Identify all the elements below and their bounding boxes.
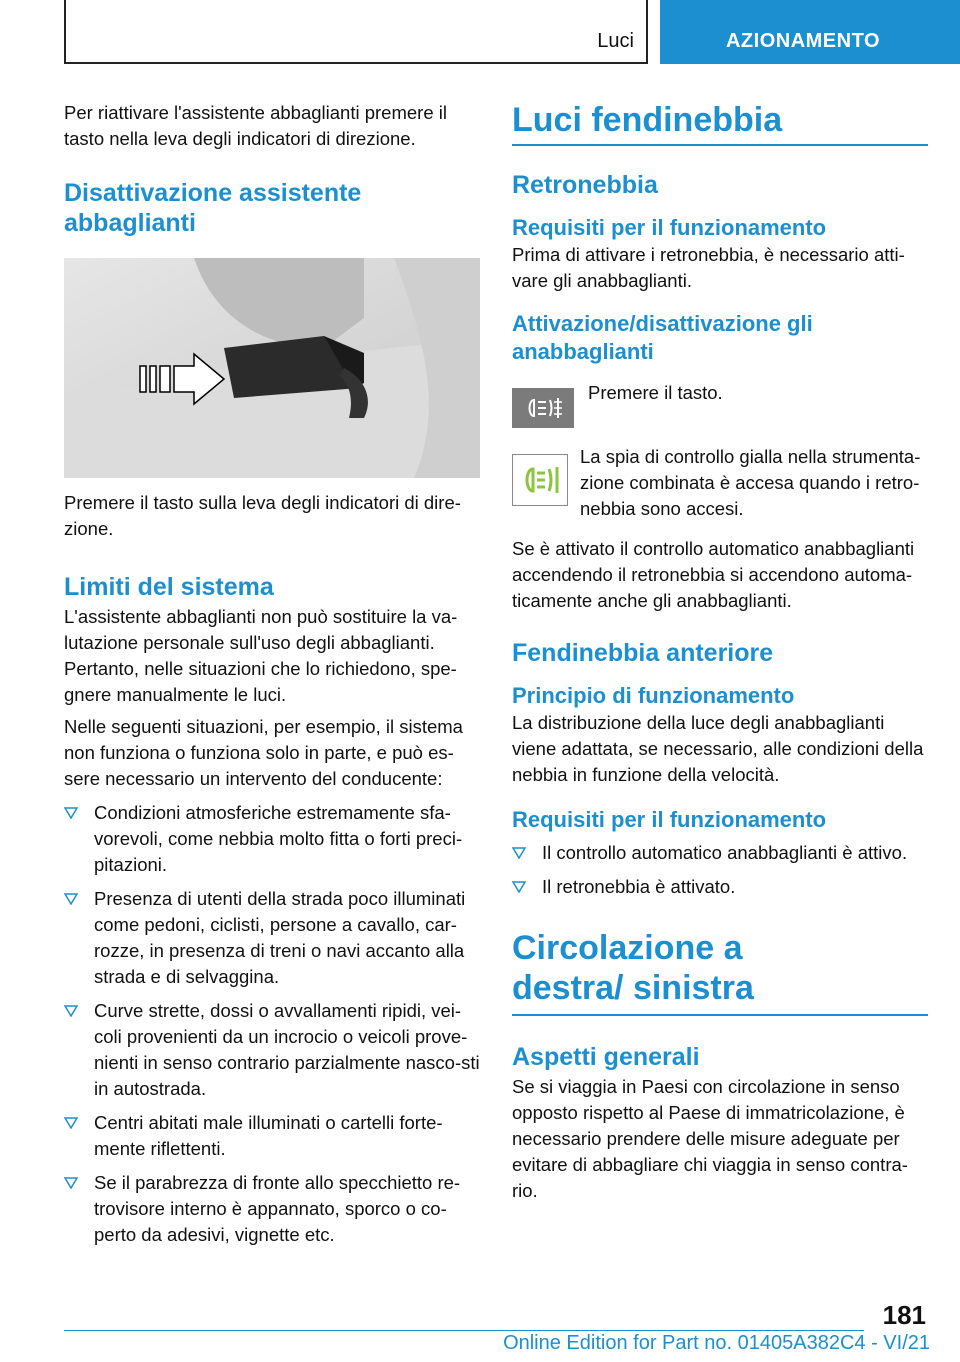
right-column: [512, 100, 928, 1204]
bullet-text: Centri abitati male illuminati o cartelli forte-mente riflettenti.: [94, 1112, 443, 1159]
principle-paragraph: La distribuzione della luce degli anabbaglianti viene adattata, se necessario, alle condizioni della nebbia in funzione della velocità.: [512, 712, 924, 785]
bullet-triangle-icon: [64, 893, 78, 905]
heading-front-fog: Fendinebbia anteriore: [512, 639, 774, 667]
bullet-triangle-icon: [512, 881, 526, 893]
fog-indicator-icon: [512, 454, 568, 506]
heading-rear-fog: Retronebbia: [512, 171, 658, 199]
intro-paragraph: Per riattivare l'assistente abbaglianti premere il tasto nella leva degli indicatori di direzione.: [64, 102, 447, 149]
list-item: [512, 874, 928, 900]
heading-requirements-1: Requisiti per il funzionamento: [512, 215, 827, 240]
list-item: [64, 998, 480, 1102]
bullet-text: Il retronebbia è attivato.: [542, 876, 736, 897]
indicator-row: [512, 444, 928, 522]
bullet-triangle-icon: [64, 1005, 78, 1017]
limits-bullet-list: [64, 800, 480, 1248]
heading-disable-assistant: Disattivazione assistente abbaglianti: [64, 179, 362, 237]
heading-traffic-side: Circolazione a destra/ sinistra: [512, 929, 754, 1007]
press-lever-paragraph: Premere il tasto sulla leva degli indicatori di dire-zione.: [64, 492, 461, 539]
footer-rule: [64, 1330, 864, 1331]
list-item: [64, 800, 480, 878]
list-item: [512, 840, 928, 866]
requirements-bullet-list: [512, 840, 928, 900]
press-button-row: [512, 380, 928, 428]
footer-edition: Online Edition for Part no. 01405A382C4 - VI/21: [503, 1332, 930, 1354]
bullet-text: Presenza di utenti della strada poco illuminati come pedoni, ciclisti, persone a cavallo, car-rozze, in presenza di treni o navi accanto alla strada e di selvaggina.: [94, 888, 466, 987]
bullet-triangle-icon: [64, 1117, 78, 1129]
list-item: [64, 1110, 480, 1162]
heading-rule: [512, 144, 928, 146]
bullet-triangle-icon: [512, 847, 526, 859]
bullet-triangle-icon: [64, 1177, 78, 1189]
auto-control-paragraph: Se è attivato il controllo automatico anabbaglianti accendendo il retronebbia si accendono automa-ticamente anche gli anabbaglianti.: [512, 538, 915, 611]
indicator-text: La spia di controllo gialla nella strumenta-zione combinata è accesa quando i retro-nebbia sono accesi.: [580, 446, 921, 519]
bullet-text: Se il parabrezza di fronte allo specchietto re-trovisore interno è appannato, sporco o co-perto da adesivi, vignette etc.: [94, 1172, 461, 1245]
bullet-text: Il controllo automatico anabbaglianti è attivo.: [542, 842, 908, 863]
left-column: [64, 100, 480, 1248]
heading-requirements-2: Requisiti per il funzionamento: [512, 807, 827, 832]
heading-fog-lights: Luci fendinebbia: [512, 101, 783, 139]
list-item: [64, 1170, 480, 1248]
list-item: [64, 886, 480, 990]
fog-light-button-icon: [512, 388, 574, 428]
requirements-1-paragraph: Prima di attivare i retronebbia, è necessario atti-vare gli anabbaglianti.: [512, 244, 905, 291]
bullet-text: Curve strette, dossi o avvallamenti ripidi, vei-coli provenienti da un incrocio o veicoli prove-nienti in senso contrario parzialmente nasco-sti in autostrada.: [94, 1000, 480, 1099]
header-chapter-label: AZIONAMENTO: [725, 30, 880, 52]
lever-illustration: [64, 258, 480, 478]
bullet-text: Condizioni atmosferiche estremamente sfa-vorevoli, come nebbia molto fitta o forti preci-pitazioni.: [94, 802, 463, 875]
header-section-title: Luci: [597, 30, 634, 52]
bullet-triangle-icon: [64, 807, 78, 819]
general-paragraph: Se si viaggia in Paesi con circolazione in senso opposto rispetto al Paese di immatricolazione, è necessario prendere delle misure adeguate per evitare di abbagliare chi viaggia in senso contra-rio.: [512, 1076, 908, 1201]
press-button-text: Premere il tasto.: [588, 382, 723, 403]
heading-activation: Attivazione/disattivazione gli anabbaglianti: [512, 311, 813, 364]
limits-paragraph-2: Nelle seguenti situazioni, per esempio, il sistema non funziona o funziona solo in parte, e può es-sere necessario un intervento del conducente:: [64, 716, 463, 789]
heading-rule: [512, 1014, 928, 1016]
page-number: 181: [882, 1300, 926, 1330]
heading-general: Aspetti generali: [512, 1043, 700, 1071]
heading-principle: Principio di funzionamento: [512, 683, 795, 708]
limits-paragraph-1: L'assistente abbaglianti non può sostituire la va-lutazione personale sull'uso degli abbaglianti. Pertanto, nelle situazioni che lo richiedono, spe-gnere manualmente le luci.: [64, 606, 458, 705]
heading-system-limits: Limiti del sistema: [64, 573, 274, 601]
turn-signal-lever-image: [64, 258, 480, 478]
